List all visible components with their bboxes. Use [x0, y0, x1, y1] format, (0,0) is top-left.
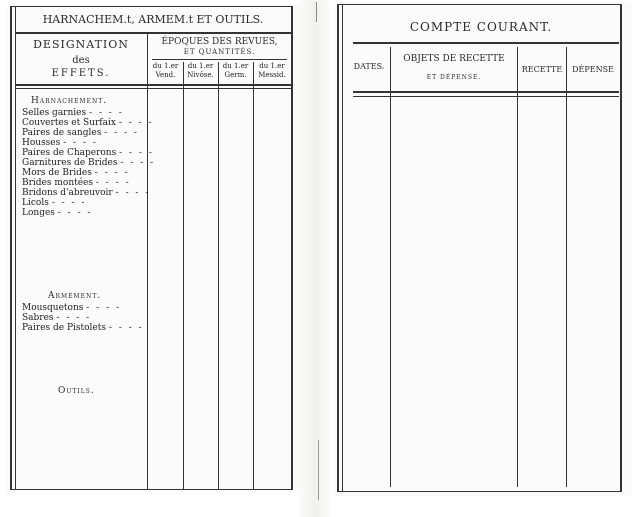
item-label: Paires de Pistolets — [22, 323, 106, 333]
column-divider-3 — [253, 62, 254, 490]
objets-divider — [517, 47, 518, 487]
column-header-nivose-bottom: Nivôse. — [187, 71, 214, 79]
column-header-nivose — [183, 62, 218, 80]
harnachement-heading: Harnachement. — [31, 96, 108, 106]
right-page-border-right — [620, 4, 622, 492]
right-ledger-page — [333, 2, 633, 497]
list-item — [22, 108, 124, 118]
left-page-title: HARNACHEM.t, ARMEM.t ET OUTILS. — [42, 13, 264, 26]
item-label: Longes — [22, 208, 55, 218]
epoques-heading: ÉPOQUES DES REVUES, — [161, 37, 278, 47]
list-item — [22, 313, 91, 323]
right-header-bottom-rule — [353, 91, 619, 93]
list-item — [22, 128, 139, 138]
list-item — [22, 198, 86, 208]
leader-dashes: - - - - — [115, 188, 151, 198]
left-page-border-top — [10, 6, 293, 7]
objets-column-subheader: ET DÉPENSE. — [426, 74, 482, 81]
recette-column-header: RECETTE — [521, 65, 563, 74]
right-page-border-bottom — [337, 491, 622, 492]
leader-dashes: - - - - — [57, 208, 93, 218]
list-item — [22, 188, 150, 198]
right-title-underline — [353, 42, 619, 44]
objets-column-header: OBJETS DE RECETTE — [403, 54, 505, 64]
item-label: Paires de sangles — [22, 128, 102, 138]
epoques-subheading: ET QUANTITÉS. — [183, 48, 256, 56]
item-label: Licols — [22, 198, 49, 208]
item-label: Bridons d'abreuvoir — [22, 188, 113, 198]
item-label: Sabres — [22, 313, 54, 323]
column-header-germ-bottom: Germ. — [224, 71, 247, 79]
list-item — [22, 208, 93, 218]
item-label: Mousquetons — [22, 303, 84, 313]
column-header-messid — [253, 62, 291, 80]
leader-dashes: - - - - — [104, 128, 139, 138]
title-underline — [15, 32, 292, 34]
depense-column-header: DÉPENSE — [572, 65, 614, 74]
leader-dashes: - - - - — [94, 168, 130, 178]
item-label: Couvertes et Surfaix — [22, 118, 116, 128]
left-page-border-bottom — [10, 489, 293, 490]
leader-dashes: - - - - — [56, 313, 92, 323]
item-label: Housses — [22, 138, 61, 148]
column-header-messid-top: du 1.er — [259, 62, 285, 70]
right-page-border-left — [337, 4, 339, 492]
item-label: Mors de Brides — [22, 168, 92, 178]
gutter-edge — [316, 2, 317, 22]
dates-divider — [390, 47, 391, 487]
list-item — [22, 168, 130, 178]
leader-dashes: - - - - — [119, 148, 154, 158]
leader-dashes: - - - - — [120, 158, 156, 168]
item-label: Brides montées — [22, 178, 93, 188]
armement-heading: Armement. — [48, 291, 102, 301]
list-item — [22, 118, 154, 128]
leader-dashes: - - - - — [108, 323, 144, 333]
outils-heading: Outils. — [58, 386, 95, 396]
column-header-messid-bottom: Messid. — [258, 71, 286, 79]
list-item — [22, 323, 144, 333]
designation-effets: EFFETS. — [51, 68, 111, 79]
leader-dashes: - - - - — [51, 198, 87, 208]
item-label: Garnitures de Brides — [22, 158, 118, 168]
column-header-vend-bottom: Vend. — [155, 71, 176, 79]
column-header-vend-top: du 1.er — [152, 62, 179, 70]
right-page-border-top — [337, 4, 622, 5]
book-gutter — [300, 0, 330, 517]
right-page-title: COMPTE COURANT. — [409, 20, 553, 34]
leader-dashes: - - - - — [88, 108, 124, 118]
list-item — [22, 138, 98, 148]
list-item — [22, 148, 154, 158]
item-label: Paires de Chaperons — [22, 148, 117, 158]
column-divider-1 — [183, 62, 184, 490]
header-bottom-rule-thin — [15, 88, 292, 89]
column-header-vend — [148, 62, 183, 80]
gutter-edge-lower — [318, 440, 319, 500]
left-page-border-right — [291, 6, 293, 490]
epoques-bracket-line — [152, 59, 287, 60]
leader-dashes: - - - - — [86, 303, 122, 313]
right-header-bottom-rule-thin — [353, 96, 619, 97]
leader-dashes: - - - - — [63, 138, 98, 148]
list-item — [22, 303, 121, 313]
recette-divider — [566, 47, 567, 487]
designation-des: des — [72, 55, 90, 66]
dates-column-header: DATES. — [353, 62, 385, 71]
leader-dashes: - - - - — [95, 178, 131, 188]
column-divider-2 — [218, 62, 219, 490]
list-item — [22, 158, 155, 168]
column-header-nivose-top: du 1.er — [187, 62, 214, 70]
header-bottom-rule — [15, 84, 292, 86]
column-header-germ-top: du 1.er — [222, 62, 249, 70]
designation-heading: DESIGNATION — [33, 38, 129, 51]
right-page-border-left-inner — [342, 4, 343, 492]
leader-dashes: - - - - — [118, 118, 154, 128]
left-page-border-left — [10, 6, 12, 490]
designation-separator — [147, 34, 148, 490]
left-ledger-page — [6, 4, 300, 494]
column-header-germ — [218, 62, 253, 80]
list-item — [22, 178, 131, 188]
item-label: Selles garnies — [22, 108, 87, 118]
